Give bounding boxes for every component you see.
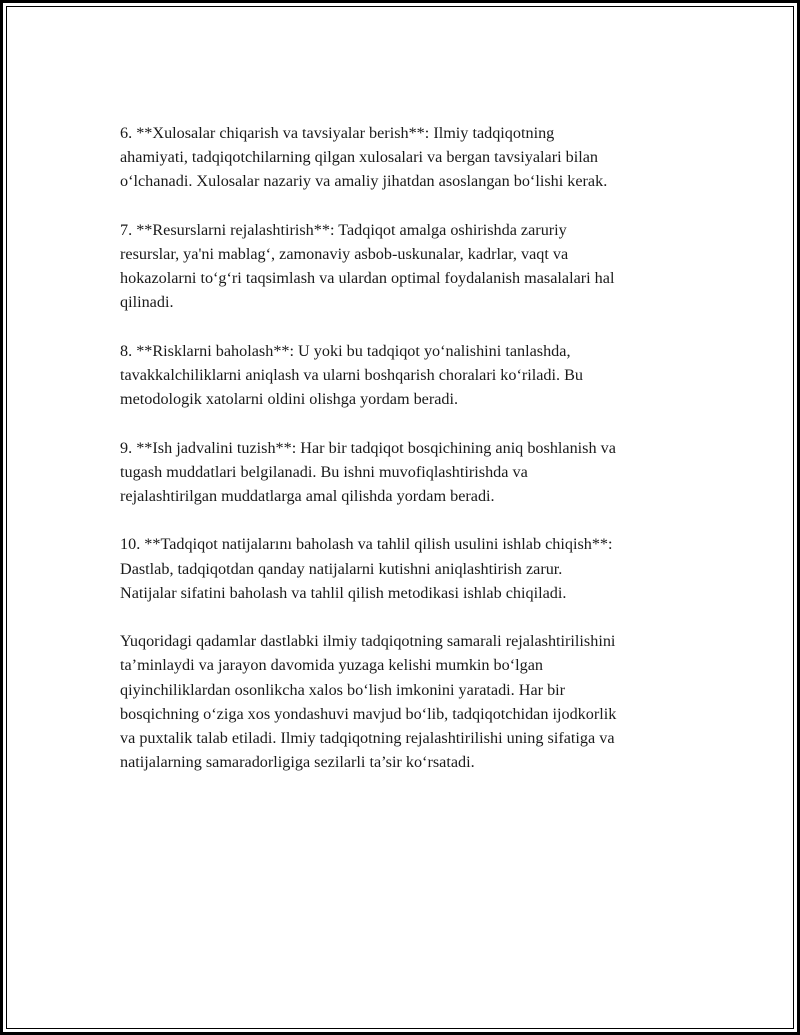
paragraph-step-10: 10. **Tadqiqot natijalarını baholash va tahlil qilish usulini ishlab chiqish**: Dastlab, tadqiqotdan qanday natijalarni kutishni aniqlashtirish zarur. Natijalar sifatini baholash va tahlil qilish metodikasi ishlab chiqiladi. [120, 535, 613, 602]
paragraph-step-8: 8. **Risklarni baholash**: U yoki bu tadqiqot yo‘nalishini tanlashda, tavakkalchiliklarni aniqlash va ularni boshqarish choralari ko‘riladi. Bu metodologik xatolarni oldini olishga yordam beradi. [120, 341, 584, 409]
document-body [120, 121, 710, 799]
paragraph-step-7: 7. **Resurslarni rejalashtirish**: Tadqiqot amalga oshirishda zaruriy resurslar, ya'ni mablag‘, zamonaviy asbob-uskunalar, kadrlar, vaqt va hokazolarni to‘g‘ri taqsimlash va ulardan optimal foydalanish masalalari hal qilinadi. [120, 220, 615, 312]
paragraph-conclusion: Yuqoridagi qadamlar dastlabki ilmiy tadqiqotning samarali rejalashtirilishini ta’minlaydi va jarayon davomida yuzaga kelishi mumkin bo‘lgan qiyinchiliklardan osonlikcha xalos bo‘lish imkonini yaratadi. Har bir bosqichning o‘ziga xos yondashuvi mavjud bo‘lib, tadqiqotchidan ijodkorlik va puxtalik talab etiladi. Ilmiy tadqiqotning rejalashtirilishi uning sifatiga va natijalarning samaradorligiga sezilarli ta’sir ko‘rsatadi. [120, 632, 617, 772]
paragraph-step-6: 6. **Xulosalar chiqarish va tavsiyalar berish**: Ilmiy tadqiqotning ahamiyati, tadqiqotchilarning qilgan xulosalari va bergan tavsiyalari bilan o‘lchanadi. Xulosalar nazariy va amaliy jihatdan asoslangan bo‘lishi kerak. [120, 124, 608, 191]
paragraph-step-9: 9. **Ish jadvalini tuzish**: Har bir tadqiqot bosqichining aniq boshlanish va tugash muddatlari belgilanadi. Bu ishni muvofiqlashtirishda va rejalashtirilgan muddatlarga amal qilishda yordam beradi. [120, 438, 616, 505]
